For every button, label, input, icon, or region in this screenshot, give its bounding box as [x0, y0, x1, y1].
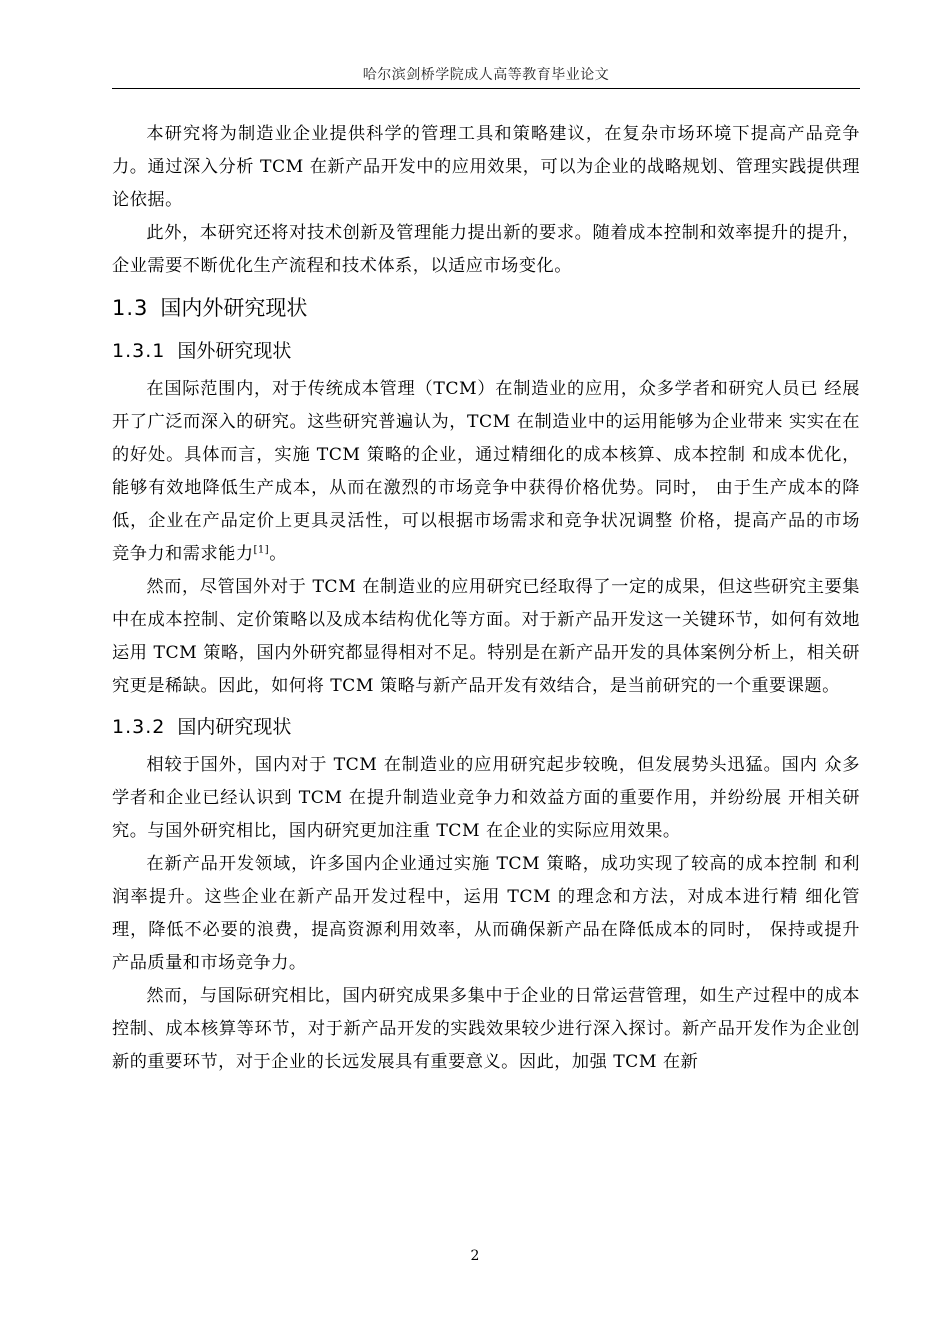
paragraph-7: 然而，与国际研究相比，国内研究成果多集中于企业的日常运营管理，如生产过程中的成本控制、成本核算等环节，对于新产品开发的实践效果较少进行深入探讨。新产品开发作为企业创新的重要环节，对于企业的长远发展具有重要意义。因此，加强 TCM 在新 [112, 986, 860, 1072]
section-title: 国内外研究现状 [160, 296, 308, 320]
paragraph-5: 相较于国外，国内对于 TCM 在制造业的应用研究起步较晚，但发展势头迅猛。国内 众多学者和企业已经认识到 TCM 在提升制造业竞争力和效益方面的重要作用，并纷纷展 开相关研究。与国外研究相比，国内研究更加注重 TCM 在企业的实际应用效果。 [112, 755, 860, 841]
subsection-heading-1-3-1 [112, 333, 860, 369]
section-heading-1-3 [112, 289, 860, 327]
header-divider [112, 88, 860, 89]
paragraph-4: 然而，尽管国外对于 TCM 在制造业的应用研究已经取得了一定的成果，但这些研究主要集中在成本控制、定价策略以及成本结构优化等方面。对于新产品开发这一关键环节，如何有效地运用 TCM 策略，国内外研究都显得相对不足。特别是在新产品开发的具体案例分析上，相关研究更是稀缺。因此，如何将 TCM 策略与新产品开发有效结合，是当前研究的一个重要课题。 [112, 577, 860, 696]
subsection-title: 国外研究现状 [177, 340, 292, 362]
subsection-number: 1.3.2 [112, 716, 166, 738]
page-body [112, 118, 860, 1079]
paragraph-3-end: 。 [269, 544, 287, 564]
paragraph-6: 在新产品开发领域，许多国内企业通过实施 TCM 策略，成功实现了较高的成本控制 和利润率提升。这些企业在新产品开发过程中，运用 TCM 的理念和方法，对成本进行精 细化管理，降低不必要的浪费，提高资源利用效率，从而确保新产品在降低成本的同时， 保持或提升产品质量和市场竞争力。 [112, 854, 860, 973]
paragraph-1: 本研究将为制造业企业提供科学的管理工具和策略建议，在复杂市场环境下提高产品竞争力。通过深入分析 TCM 在新产品开发中的应用效果，可以为企业的战略规划、管理实践提供理论依据。 [112, 124, 860, 210]
running-header: 哈尔滨剑桥学院成人高等教育毕业论文 [362, 67, 610, 83]
paragraph-2: 此外，本研究还将对技术创新及管理能力提出新的要求。随着成本控制和效率提升的提升，企业需要不断优化生产流程和技术体系，以适应市场变化。 [112, 223, 860, 276]
subsection-heading-1-3-2 [112, 709, 860, 745]
section-number: 1.3 [112, 296, 149, 320]
subsection-number: 1.3.1 [112, 340, 166, 362]
paragraph-3-text: 在国际范围内，对于传统成本管理（TCM）在制造业的应用，众多学者和研究人员已 经展开了广泛而深入的研究。这些研究普遍认为，TCM 在制造业中的运用能够为企业带来 实实在在的好处。具体而言，实施 TCM 策略的企业，通过精细化的成本核算、成本控制 和成本优化，能够有效地降低生产成本，从而在激烈的市场竞争中获得价格优势。同时， 由于生产成本的降低，企业在产品定价上更具灵活性，可以根据市场需求和竞争状况调整 价格，提高产品的市场竞争力和需求能力 [112, 379, 860, 564]
subsection-title: 国内研究现状 [177, 716, 292, 738]
paragraph-3 [112, 373, 860, 571]
citation-marker: [1] [253, 544, 270, 556]
page-number: 2 [470, 1248, 480, 1264]
